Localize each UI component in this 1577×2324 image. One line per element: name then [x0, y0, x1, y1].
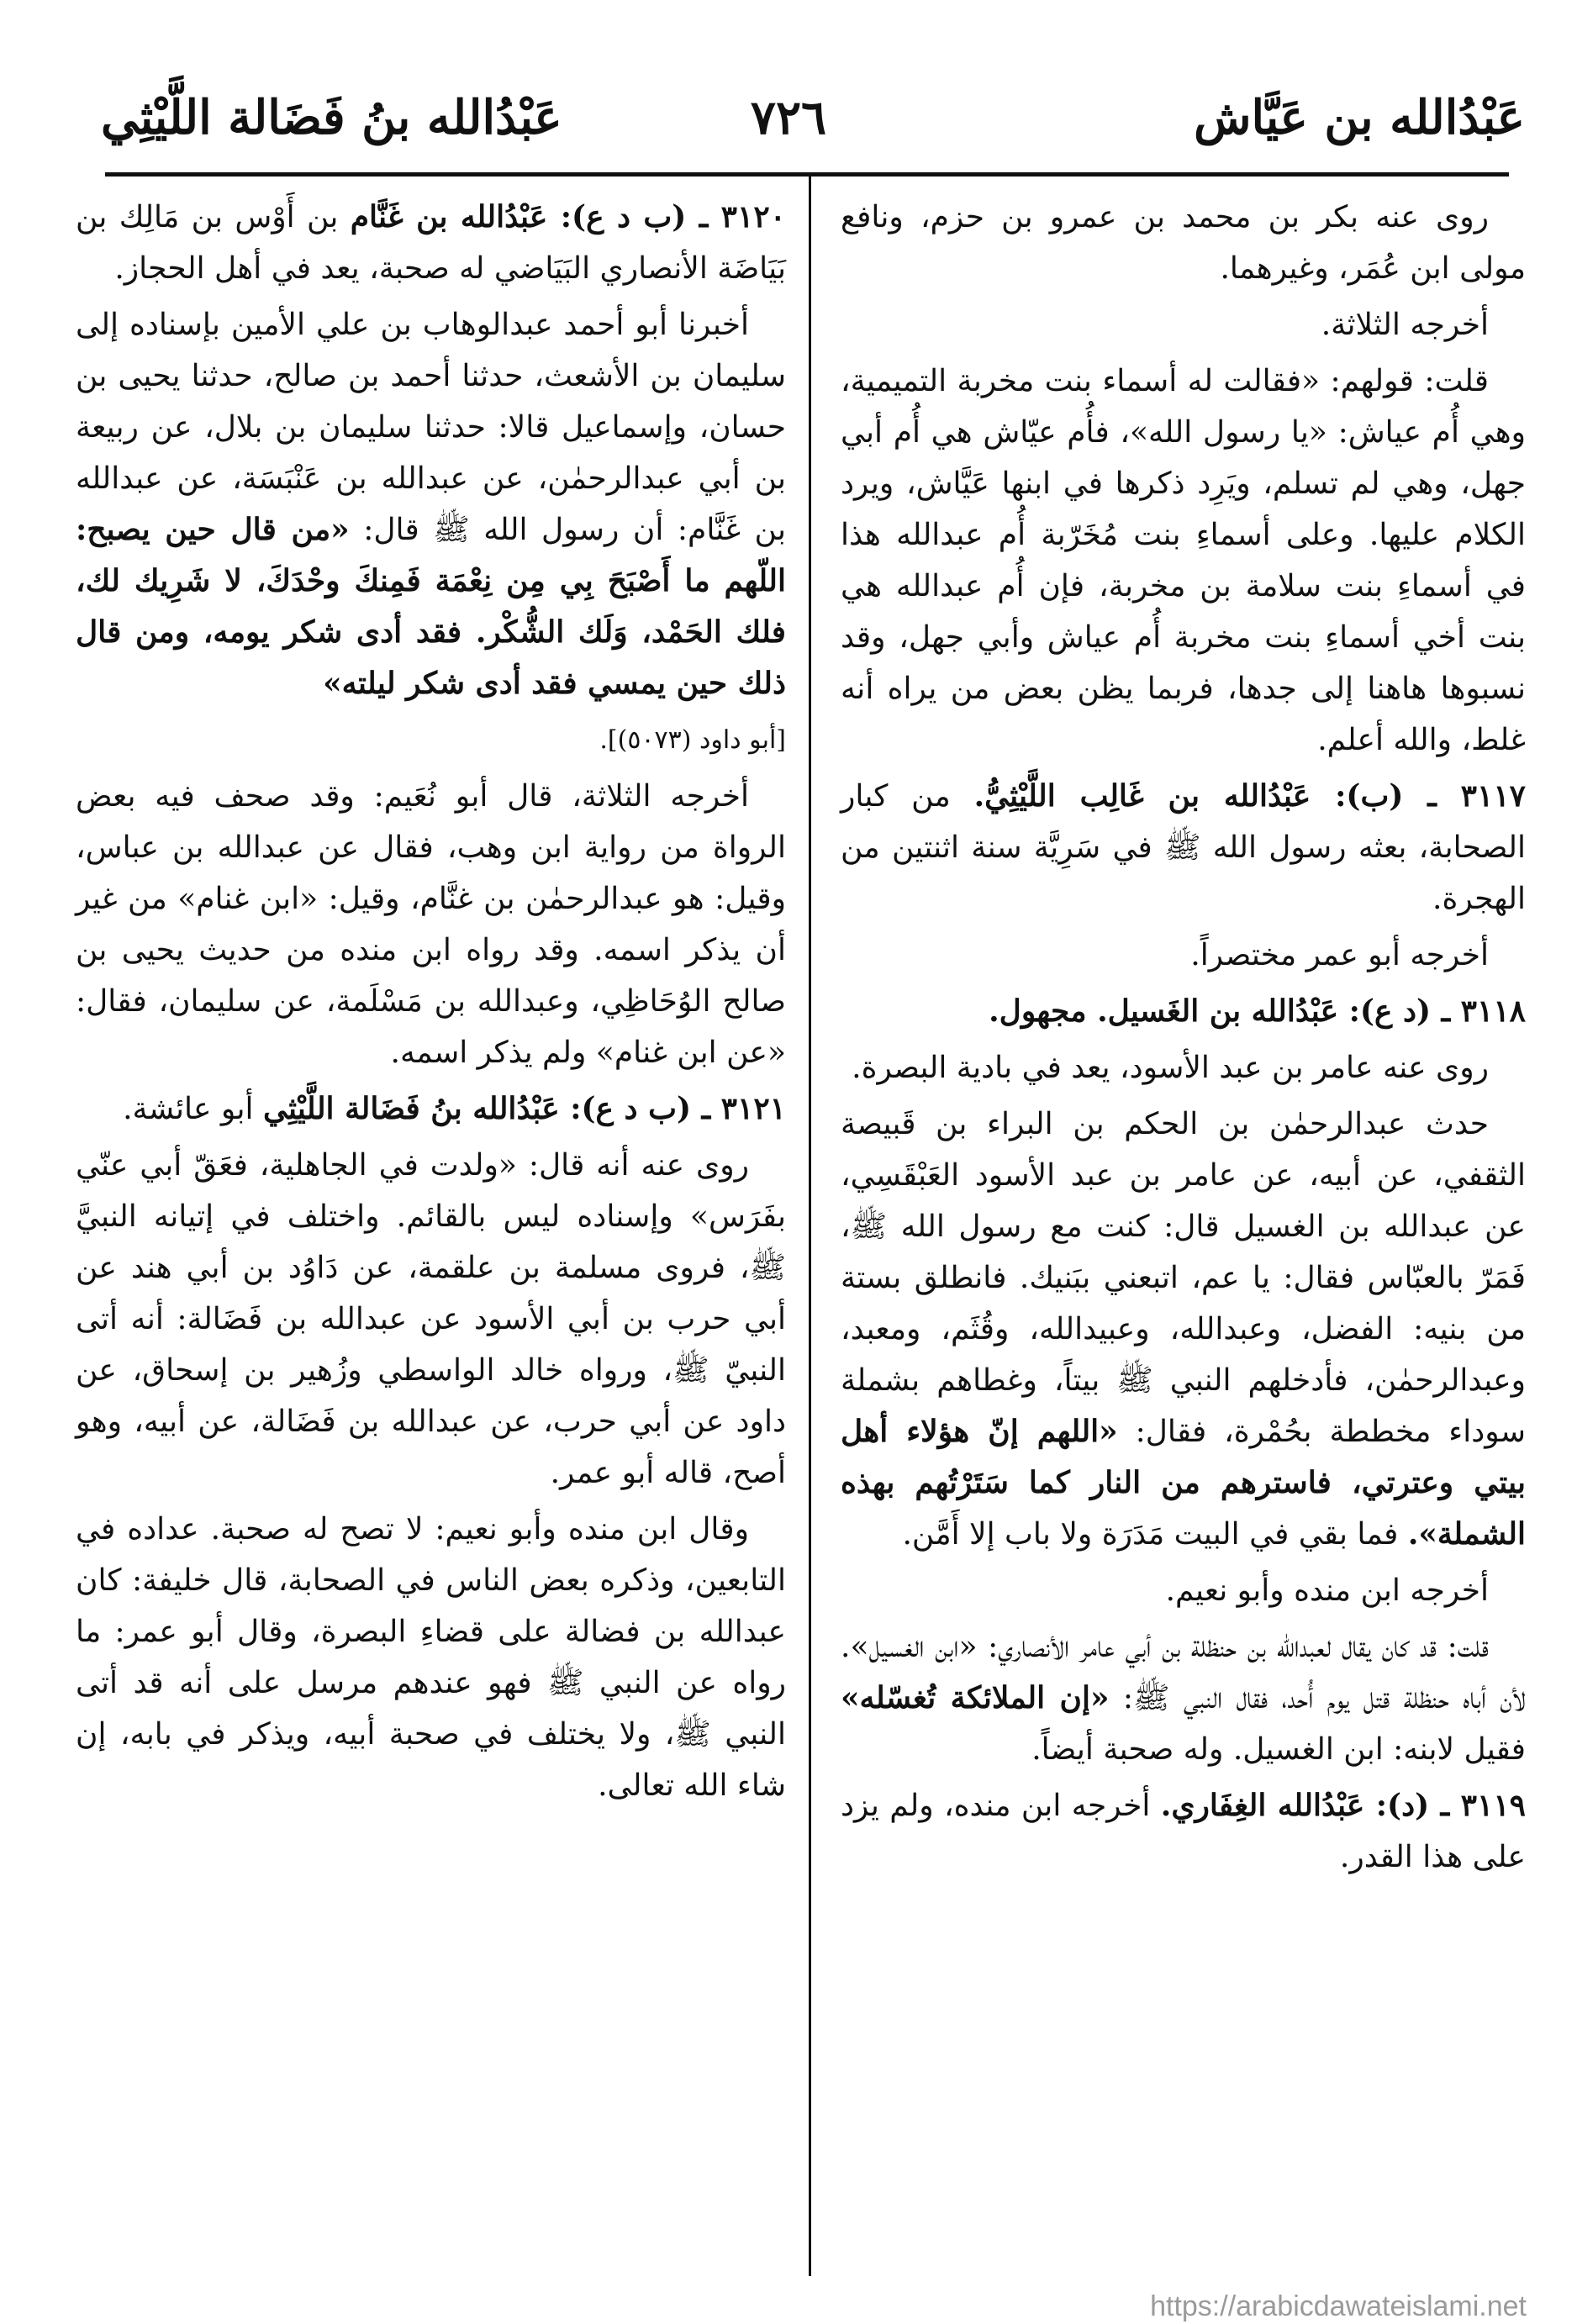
paragraph: [76, 299, 786, 709]
citation: [76, 714, 786, 766]
text: أخرجه ابن منده، ولم يزد على هذا القدر.: [841, 1789, 1526, 1874]
text: روى عنه أنه قال: «ولدت في الجاهلية، فعَقّ أبي عنّي بفَرَس» وإسناده ليس بالقائم. واختلف في إتيانه النبيَّ ﷺ، فروى مسلمة بن علقمة، عن دَاوُد بن أبي هند عن أبي حرب بن أبي الأسود عن عبدالله بن فَضَالة: أنه أتى النبيّ ﷺ، ورواه خالد الواسطي وزُهير بن إسحاق، عن داود عن أبي حرب، عن عبدالله بن فَضَالة، عن أبيه، وهو أصح، قاله أبو عمر.: [76, 1148, 786, 1490]
bold-text: «اللهم إنّ هؤلاء أهل بيتي وعترتي، فاسترهم من النار كما سَتَرْتُهم بهذه الشملة».: [841, 1414, 1526, 1552]
paragraph: [841, 1042, 1526, 1093]
paragraph: [841, 1565, 1526, 1616]
header-rule: [105, 172, 1509, 177]
text: أخبرنا أبو أحمد عبدالوهاب بن علي الأمين بإسناده إلى سليمان بن الأشعث، حدثنا أحمد بن صالح، حدثنا يحيى بن حسان، وإسماعيل قالا: حدثنا سليمان بن بلال، عن ربيعة بن أبي عبدالرحمٰن، عن عبدالله بن عَنْبَسَة، عن عبدالله بن غَنَّام: أن رسول الله ﷺ قال:: [76, 308, 786, 547]
paragraph: [841, 1099, 1526, 1560]
paragraph: [76, 1140, 786, 1499]
entry-paragraph: [841, 1780, 1526, 1883]
entry-paragraph: [76, 192, 786, 294]
text: روى عنه عامر بن عبد الأسود، يعد في بادية البصرة.: [852, 1051, 1489, 1085]
column-divider: [809, 175, 811, 2276]
bold-text: ٣١٢٠ ـ (ب د ع): عَبْدُالله بن غَنَّام: [350, 199, 786, 235]
bold-text: ٣١١٧ ـ (ب): عَبْدُالله بن غَالِب اللَّيْثِيُّ.: [973, 778, 1526, 814]
text: وقال ابن منده وأبو نعيم: لا تصح له صحبة. عداده في التابعين، وذكره بعض الناس في الصحابة، قال خليفة: كان عبدالله بن فضالة على قضاءِ البصرة، وقال أبو عمر: ما رواه عن النبي ﷺ فهو عندهم مرسل على أنه قد أتى النبي ﷺ، ولا يختلف في صحبة أبيه، ويذكر في بابه، إن شاء الله تعالى.: [76, 1512, 786, 1803]
text: أخرجه الثلاثة، قال أبو نُعَيم: وقد صحف فيه بعض الرواة من رواية ابن وهب، فقال عن عبدالله بن عباس، وقيل: هو عبدالرحمٰن بن غنَّام، وقيل: «ابن غنام» من غير أن يذكر اسمه. وقد رواه ابن منده من حديث يحيى بن صالح الوُحَاظِي، وعبدالله بن مَسْلَمة، عن سليمان، فقال: «عن ابن غنام» ولم يذكر اسمه.: [76, 779, 786, 1070]
text: أخرجه ابن منده وأبو نعيم.: [1165, 1573, 1489, 1608]
text: [أبو داود (٥٠٧٣)].: [599, 725, 786, 755]
paragraph: [841, 192, 1526, 294]
paragraph: [76, 1504, 786, 1811]
text: أخرجه أبو عمر مختصراً.: [1190, 938, 1489, 972]
bold-text: «إن الملائكة تُغسّله»: [841, 1680, 1110, 1715]
paragraph: [841, 1621, 1526, 1775]
text: بن أَوْس بن مَالِك بن بَيَاضَة الأنصاري البَيَاضي له صحبة، يعد في أهل الحجاز.: [76, 200, 786, 286]
text: أبو عائشة.: [123, 1092, 263, 1126]
text: قلت: قولهم: «فقالت له أسماء بنت مخربة التميمية، وهي أُم عياش: «يا رسول الله»، فأُم عيّاش هي أُم أبي جهل، وهي لم تسلم، ويَرِد ذكرها في ابنها عَيَّاش، ويرد الكلام عليها. وعلى أسماءِ بنت مُخَرّبة أُم عبدالله هذا في أسماءِ بنت سلامة بن مخربة، فإن أُم عبدالله هي بنت أخي أسماءِ بنت مخربة أُم عياش وأبي جهل، وقد نسبوها هاهنا إلى جدها، فربما يظن بعض من يراه أنه غلط، والله أعلم.: [841, 364, 1526, 757]
right-column: [841, 192, 1526, 1888]
text: فقيل لابنه: ابن الغسيل. وله صحبة أيضاً.: [1031, 1732, 1526, 1767]
paragraph: [841, 356, 1526, 766]
running-head-right: عَبْدُالله بن عَيَّاش: [1194, 90, 1525, 145]
text: حدث عبدالرحمٰن بن الحكم بن البراء بن قَبيصة الثقفي، عن أبيه، عن عامر بن عبد الأسود العَبْقَسِي، عن عبدالله بن الغسيل قال: كنت مع رسول الله ﷺ، فَمَرّ بالعبّاس فقال: يا عم، اتبعني ببَنيك. فانطلق بستة من بنيه: الفضل، وعبدالله، وعبيدالله، وقُثَم، ومعبد، وعبدالرحمٰن، فأدخلهم النبي ﷺ بيتاً، وغطاهم بشملة سوداء مخططة بحُمْرة، فقال:: [841, 1107, 1526, 1449]
entry-paragraph: [841, 771, 1526, 925]
text: أخرجه الثلاثة.: [1321, 308, 1489, 342]
entry-paragraph: [76, 1083, 786, 1135]
bold-text: ٣١٢١ ـ (ب د ع): عَبْدُالله بنُ فَضَالة اللَّيْثِي: [262, 1091, 786, 1126]
text: روى عنه بكر بن محمد بن عمرو بن حزم، ونافع مولى ابن عُمَر، وغيرهما.: [841, 200, 1526, 286]
bold-text: ٣١١٩ ـ (د): عَبْدُالله الغِفَاري.: [1160, 1788, 1526, 1823]
page-number: ٧٢٦: [750, 90, 827, 145]
entry-paragraph: [841, 986, 1526, 1037]
running-head-left: عَبْدُالله بنُ فَضَالة اللَّيْثِي: [101, 90, 562, 145]
bold-text: ٣١١٨ ـ (د ع): عَبْدُالله بن الغَسيل. مجهول.: [989, 993, 1526, 1029]
paragraph: [76, 771, 786, 1078]
text: فما بقي في البيت مَدَرَة ولا باب إلا أَمَّن.: [902, 1517, 1408, 1552]
text: من كبار الصحابة، بعثه رسول الله ﷺ في سَرِيَّة سنة اثنتين من الهجرة.: [841, 779, 1526, 916]
text: قلت: قد كان يقال لعبدالله بن حنظلة بن أبي عامر الأنصاري: «ابن الغسيل». لأن أباه حنظلة قتل يوم أُحد، فقال النبي ﷺ:: [841, 1630, 1526, 1715]
paragraph: [841, 299, 1526, 350]
bold-text: «من قال حين يصبح: اللّهم ما أَصْبَحَ بِي مِن نِعْمَة فَمِنكَ وحْدَكَ، لا شَرِيك لك، فلك الحَمْد، وَلَك الشُّكْر. فقد أدى شكر يومه، ومن قال ذلك حين يمسي فقد أدى شكر ليلته»: [76, 512, 786, 701]
left-column: [76, 192, 786, 1816]
paragraph: [841, 930, 1526, 981]
watermark: https://arabicdawateislami.net: [1150, 2290, 1527, 2322]
